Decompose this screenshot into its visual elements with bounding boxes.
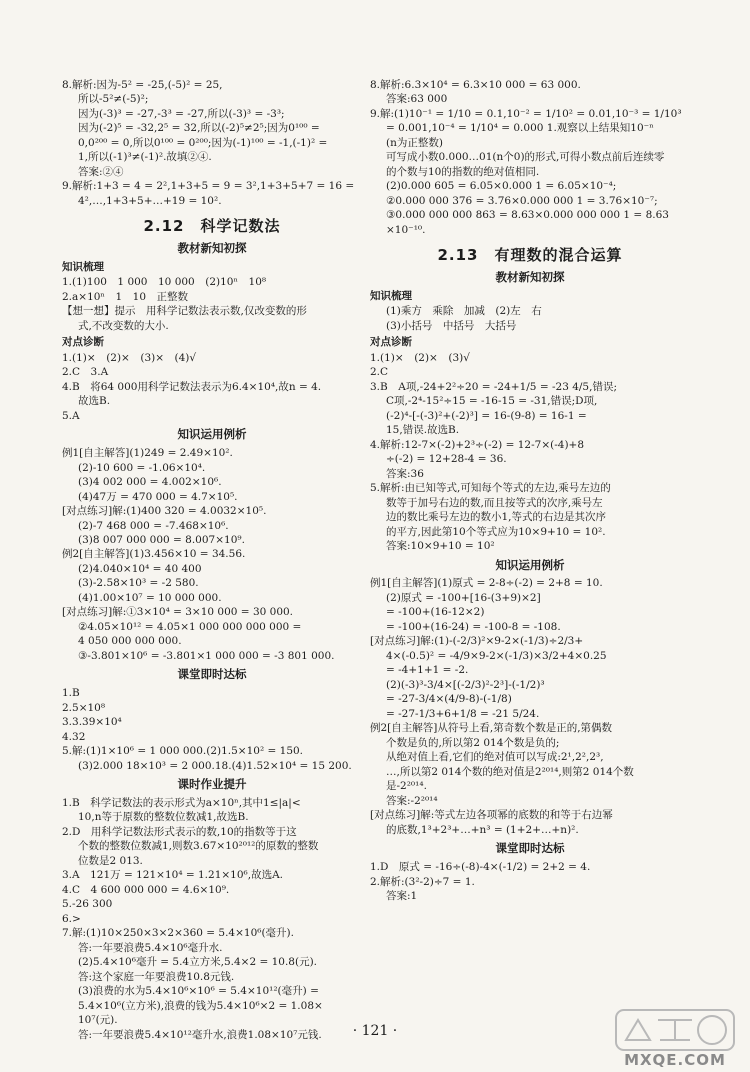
text-line: (-2)⁴-[-(-3)²+(-2)³] = 16-(9-8) = 16-1 = (386, 409, 587, 422)
section-tag: 对点诊断 (62, 336, 104, 349)
text-line: 位数是2 013. (78, 854, 143, 867)
text-line: (3)4 002 000 = 4.002×10⁶. (78, 476, 222, 489)
text-line: 的底数,1³+2³+…+n³ = (1+2+…+n)². (386, 823, 579, 836)
text-line: 4.解析:12-7×(-2)+2³÷(-2) = 12-7×(-4)+8 (370, 438, 585, 451)
text-line: 1.D 原式 = -16÷(-8)-4×(-1/2) = 2+2 = 4. (370, 861, 591, 874)
text-line: = -100+(16-12×2) (386, 606, 485, 619)
text-line: 因为(-3)³ = -27,-3³ = -27,所以(-3)³ = -3³; (78, 107, 285, 120)
text-line: 4.32 (62, 730, 86, 743)
text-line: 9.解:(1)10⁻¹ = 1/10 = 0.1,10⁻² = 1/10² = 0.01,10⁻³ = 1/10³ (370, 107, 682, 120)
text-line: 1.(1)100 1 000 10 000 (2)10ⁿ 10⁸ (62, 276, 267, 289)
text-line: 5.解:(1)1×10⁶ = 1 000 000.(2)1.5×10² = 150. (62, 745, 304, 758)
text-line: 例2[自主解答]从符号上看,第奇数个数是正的,第偶数 (370, 722, 613, 735)
subsection-title: 课时作业提升 (177, 777, 247, 792)
text-line: 答:一年要浪费5.4×10⁶毫升水. (78, 941, 223, 954)
subsection-title: 知识运用例析 (495, 557, 565, 572)
text-line: 故选B. (78, 395, 111, 408)
text-line: 1.(1)× (2)× (3)√ (370, 351, 470, 364)
text-line: 1.B (62, 687, 80, 700)
text-line: (2)0.000 605 = 6.05×0.000 1 = 6.05×10⁻⁴; (386, 180, 617, 193)
text-line: 2.a×10ⁿ 1 10 正整数 (62, 290, 189, 303)
text-line: 4×(-0.5)² = -4/9×9-2×(-1/3)×3/2+4×0.25 (386, 649, 607, 662)
text-line: 6.> (62, 912, 81, 925)
text-line: 答案:1 (386, 890, 418, 902)
section-tag: 知识梳理 (370, 289, 412, 302)
text-line: 答案:63 000 (386, 93, 448, 106)
text-line: 7.解:(1)10×250×3×2×360 = 5.4×10⁶(毫升). (62, 927, 294, 940)
text-line: [对点练习]解:(1)-(-2/3)²×9-2×(-1/3)÷2/3+ (370, 635, 584, 648)
text-line: (3)小括号 中括号 大括号 (386, 319, 517, 332)
subsection-title: 课堂即时达标 (495, 841, 565, 856)
text-line: ③-3.801×10⁶ = -3.801×1 000 000 = -3 801 000. (78, 649, 335, 662)
section-title: 2.12 科学记数法 (143, 217, 281, 236)
text-line: 数等于加号右边的数,而且按等式的次序,乘号左 (386, 496, 603, 509)
text-line: 的个数与10的指数的绝对值相同. (386, 165, 540, 178)
text-line: = 0.001,10⁻⁴ = 1/10⁴ = 0.000 1.观察以上结果知10⁻ⁿ (386, 122, 654, 135)
text-line: 5.4×10⁶(立方米),浪费的钱为5.4×10⁶×2 = 1.08× (78, 999, 323, 1012)
text-line: 例1[自主解答](1)原式 = 2-8÷(-2) = 2+8 = 10. (370, 577, 603, 590)
text-line: 3.3.39×10⁴ (62, 716, 122, 729)
text-line: 答案:②④ (78, 165, 124, 178)
text-line: 8.解析:因为-5² = -25,(-5)² = 25, (62, 79, 223, 91)
text-line: 是-2²⁰¹⁴. (386, 780, 427, 793)
text-line: 4²,…,1+3+5+…+19 = 10². (78, 194, 222, 207)
text-line: 2.D 用科学记数法形式表示的数,10的指数等于这 (62, 825, 297, 838)
text-line: 2.5×10⁸ (62, 701, 106, 714)
text-line: 从绝对值上看,它们的绝对值可以写成:2¹,2²,2³, (386, 751, 604, 764)
text-line: ③0.000 000 000 863 = 8.63×0.000 000 000 1 = 8.63 (386, 209, 669, 222)
text-line: 4 050 000 000 000. (78, 635, 182, 648)
text-line: …,所以第2 014个数的绝对值是2²⁰¹⁴,则第2 014个数 (386, 765, 634, 778)
text-line: 2.解析:(3²-2)÷7 = 1. (370, 875, 475, 888)
text-line: 2.C (370, 366, 389, 379)
text-line: C项,-2⁴-15²÷15 = -16-15 = -31,错误;D项, (386, 395, 598, 408)
text-line: = -100+(16-24) = -100-8 = -108. (386, 620, 561, 633)
text-line: 9.解析:1+3 = 4 = 2²,1+3+5 = 9 = 3²,1+3+5+7 = 16 = (62, 180, 355, 193)
text-line: 边的数比乘号左边的数小1,等式的右边是其次序 (386, 511, 607, 524)
text-line: 答案:-2²⁰¹⁴ (386, 794, 438, 807)
text-line: (2)4.040×10⁴ = 40 400 (78, 562, 202, 575)
text-line: [对点练习]解:①3×10⁴ = 3×10 000 = 30 000. (62, 606, 294, 619)
left-column (62, 78, 362, 1042)
subsection-title: 教材新知初探 (177, 241, 247, 256)
text-line: ②4.05×10¹² = 4.05×1 000 000 000 000 = (78, 620, 302, 633)
section-tag: 对点诊断 (370, 336, 412, 349)
text-line: 式,不改变数的大小. (78, 319, 169, 332)
text-line: (n为正整数) (386, 136, 443, 149)
section-title: 2.13 有理数的混合运算 (437, 246, 623, 265)
text-line: 10,n等于原数的整数位数减1,故选B. (78, 811, 249, 824)
text-line: ÷(-2) = 12+28-4 = 36. (386, 453, 507, 466)
page-number: · 121 · (352, 1023, 398, 1039)
text-line: ×10⁻¹⁰. (386, 223, 426, 236)
text-line: 0,0²⁰⁰ = 0,所以0¹⁰⁰ = 0²⁰⁰;因为(-1)¹⁰⁰ = -1,(-1)² = (78, 136, 328, 149)
text-line: 答案:10×9+10 = 10² (386, 540, 495, 553)
text-line: = -27-3/4×(4/9-8)-(-1/8) (386, 693, 512, 706)
text-line: (4)1.00×10⁷ = 10 000 000. (78, 591, 222, 604)
text-line: 2.C 3.A (62, 366, 109, 379)
text-line: (3)2.000 18×10³ = 2 000.18.(4)1.52×10⁴ = 15 200. (78, 759, 352, 772)
right-column (370, 78, 690, 903)
text-line: (2)原式 = -100+[16-(3+9)×2] (386, 591, 541, 604)
text-line: (1)乘方 乘除 加减 (2)左 右 (386, 305, 542, 318)
text-line: 5.-26 300 (62, 898, 113, 911)
text-line: 个数是负的,所以第2 014个数是负的; (386, 736, 560, 749)
text-line: 个数的整数位数减1,则数3.67×10²⁰¹²的原数的整数 (78, 840, 319, 853)
text-line: 所以-5²≠(-5)²; (78, 93, 149, 106)
text-line: 1.B 科学记数法的表示形式为a×10ⁿ,其中1≤|a|< (62, 796, 301, 809)
subsection-title: 教材新知初探 (495, 270, 565, 285)
text-line: [对点练习]解:(1)400 320 = 4.0032×10⁵. (62, 505, 267, 518)
text-line: 【想一想】提示 用科学记数法表示数,仅改变数的形 (62, 305, 307, 318)
text-line: (3)8 007 000 000 = 8.007×10⁹. (78, 534, 245, 546)
section-tag: 知识梳理 (62, 260, 104, 273)
text-line: 的平方,因此第10个等式应为10×9+10 = 10². (386, 525, 606, 538)
subsection-title: 课堂即时达标 (177, 667, 247, 682)
text-line: ②0.000 000 376 = 3.76×0.000 000 1 = 3.76×10⁻⁷; (386, 194, 658, 207)
text-line: 15,错误.故选B. (386, 424, 460, 437)
text-line: 例1[自主解答](1)249 = 2.49×10². (62, 447, 233, 460)
text-line: 4.C 4 600 000 000 = 4.6×10⁹. (62, 883, 230, 896)
text-line: 10⁷(元). (78, 1014, 118, 1027)
text-line: 4.B 将64 000用科学记数法表示为6.4×10⁴,故n = 4. (62, 380, 322, 393)
text-line: 1,所以(-1)³≠(-1)².故填②④. (78, 151, 212, 164)
text-line: 1.(1)× (2)× (3)× (4)√ (62, 351, 197, 364)
text-line: 3.B A项,-24+2²÷20 = -24+1/5 = -23 4/5,错误; (370, 380, 617, 393)
text-line: (4)47万 = 470 000 = 4.7×10⁵. (78, 490, 238, 503)
text-line: (3)-2.58×10³ = -2 580. (78, 577, 199, 590)
text-line: (2)5.4×10⁶毫升 = 5.4立方米,5.4×2 = 10.8(元). (78, 956, 318, 969)
text-line: (2)-10 600 = -1.06×10⁴. (78, 461, 206, 474)
text-line: 例2[自主解答](1)3.456×10 = 34.56. (62, 548, 246, 561)
text-line: 5.解析:由已知等式,可知每个等式的左边,乘号左边的 (370, 482, 611, 495)
text-line: 答案:36 (386, 467, 424, 480)
text-line: 答:这个家庭一年要浪费10.8元钱. (78, 970, 235, 983)
subsection-title: 知识运用例析 (177, 427, 247, 442)
watermark-text: MXQE.COM (624, 1051, 726, 1069)
text-line: = -4+1+1 = -2. (386, 664, 469, 677)
text-line: (2)-7 468 000 = -7.468×10⁶. (78, 519, 229, 532)
text-line: 答:一年要浪费5.4×10¹²毫升水,浪费1.08×10⁷元钱. (78, 1028, 322, 1041)
text-line: (3)浪费的水为5.4×10⁶×10⁶ = 5.4×10¹²(毫升) = (78, 985, 319, 998)
text-line: = -27-1/3+6+1/8 = -21 5/24. (386, 707, 540, 720)
text-line: 8.解析:6.3×10⁴ = 6.3×10 000 = 63 000. (370, 79, 581, 91)
text-line: [对点练习]解:等式左边各项幂的底数的和等于右边幂 (370, 809, 613, 822)
text-line: 5.A (62, 409, 80, 422)
text-line: (2)(-3)³-3/4×[(-2/3)²-2³]-(-1/2)³ (386, 678, 545, 691)
text-line: 3.A 121万 = 121×10⁴ = 1.21×10⁶,故选A. (62, 869, 284, 882)
text-line: 因为(-2)⁵ = -32,2⁵ = 32,所以(-2)⁵≠2⁵;因为0¹⁰⁰ = (78, 122, 320, 135)
text-line: 可写成小数0.000…01(n个0)的形式,可得小数点前后连续零 (386, 151, 665, 164)
